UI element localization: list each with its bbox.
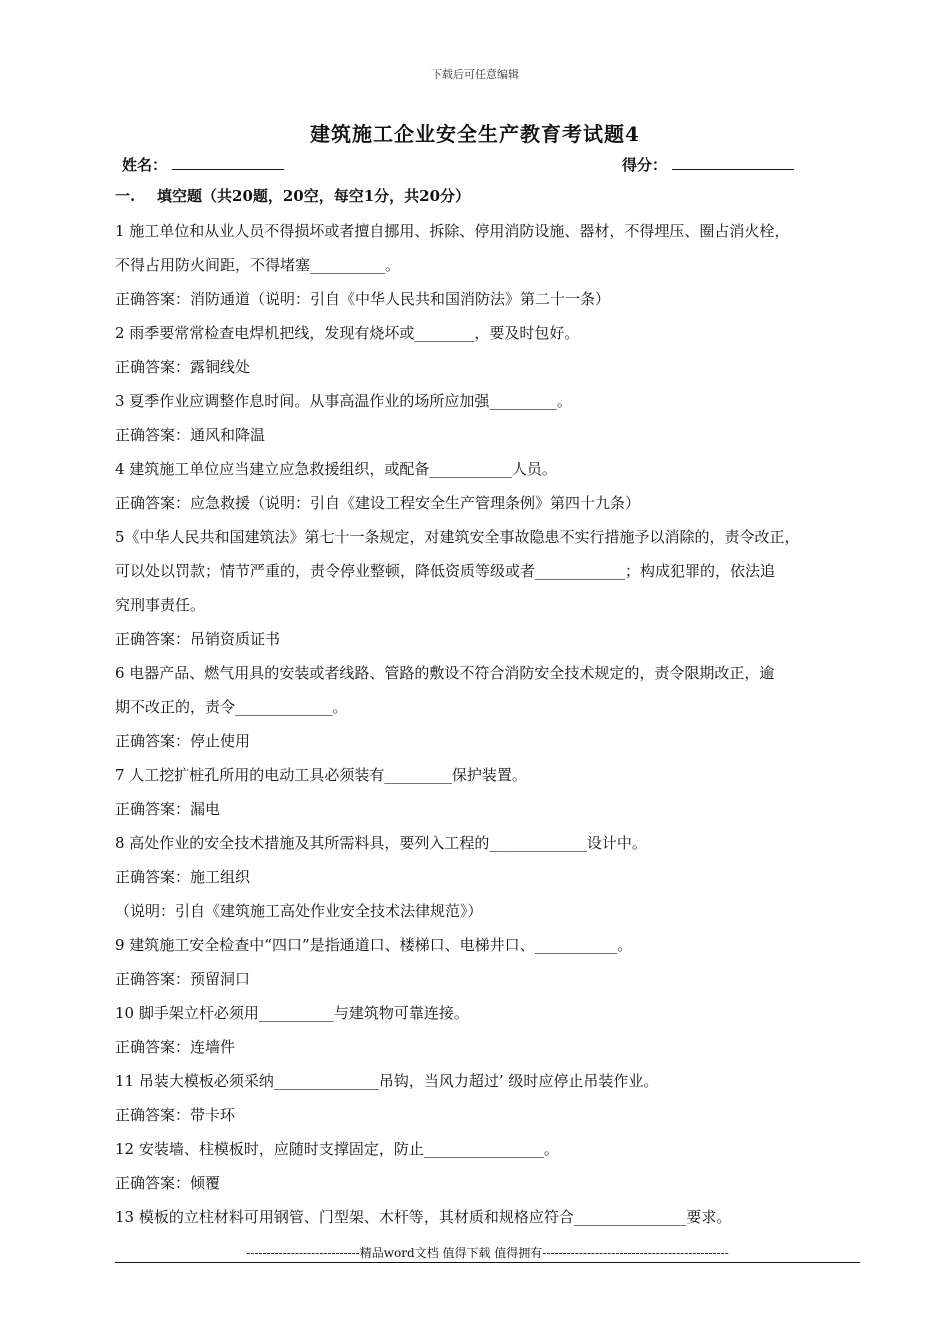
note-line: （说明：引自《建筑施工高处作业安全技术法律规范》） [115, 902, 483, 920]
score-field [622, 154, 794, 175]
answer-line: 正确答案：吊销资质证书 [115, 630, 281, 648]
score-label: 得分： [622, 156, 668, 174]
exam-fields [122, 154, 822, 178]
footer-rule [115, 1262, 860, 1263]
page-header-note: 下载后可任意编辑 [431, 68, 519, 81]
text-line: 7 人工挖扩桩孔所用的电动工具必须装有_________保护装置。 [115, 766, 527, 784]
text-line: 12 安装墙、柱模板时，应随时支撑固定，防止________________。 [115, 1140, 559, 1158]
answer-line: 正确答案：应急救援（说明：引自《建设工程安全生产管理条例》第四十九条） [115, 494, 641, 512]
answer-line: 正确答案：漏电 [115, 800, 221, 818]
text-line: 2 雨季要常常检查电焊机把线，发现有烧坏或________，要及时包好。 [115, 324, 580, 342]
exam-title: 建筑施工企业安全生产教育考试题4 [310, 122, 640, 146]
text-line: 5《中华人民共和国建筑法》第七十一条规定，对建筑安全事故隐患不实行措施予以消除的，责令改正， [115, 528, 800, 546]
text-line: 4 建筑施工单位应当建立应急救援组织，或配备___________人员。 [115, 460, 557, 478]
text-line: 10 脚手架立杆必须用__________与建筑物可靠连接。 [115, 1004, 469, 1022]
answer-line: 正确答案：施工组织 [115, 868, 251, 886]
text-line: 11 吊装大模板必须采纳______________吊钩，当风力超过’ 级时应停止吊装作业。 [115, 1072, 659, 1090]
text-line: 13 模板的立柱材料可用钢管、门型架、木杆等，其材质和规格应符合_______________要求。 [115, 1208, 732, 1226]
text-line: 期不改正的，责令_____________。 [115, 698, 348, 716]
text-line: 究刑事责任。 [115, 596, 206, 614]
answer-line: 正确答案：停止使用 [115, 732, 251, 750]
question-list [115, 214, 875, 1234]
answer-line: 正确答案：露铜线处 [115, 358, 251, 376]
answer-line: 正确答案：连墙件 [115, 1038, 236, 1056]
answer-line: 正确答案：带卡环 [115, 1106, 236, 1124]
section-number: 一. [115, 187, 136, 205]
answer-line: 正确答案：预留洞口 [115, 970, 251, 988]
text-line: 9 建筑施工安全检查中“四口”是指通道口、楼梯口、电梯井口、___________。 [115, 936, 633, 954]
name-field [122, 154, 284, 175]
text-line: 6 电器产品、燃气用具的安装或者线路、管路的敷设不符合消防安全技术规定的，责令限期改正，逾 [115, 664, 775, 682]
page-footer: ----------------------------精品word文档 值得下载 值得拥有---------------------------------------------- [246, 1246, 729, 1260]
text-line: 8 高处作业的安全技术措施及其所需料具，要列入工程的_____________设计中。 [115, 834, 647, 852]
text-line: 1 施工单位和从业人员不得损坏或者擅自挪用、拆除、停用消防设施、器材，不得埋压、圈占消火栓， [115, 222, 790, 240]
section-heading [115, 185, 470, 206]
name-label: 姓名： [122, 156, 168, 174]
text-line: 不得占用防火间距，不得堵塞__________。 [115, 256, 401, 274]
text-line: 3 夏季作业应调整作息时间。从事高温作业的场所应加强_________。 [115, 392, 572, 410]
name-blank-line [172, 155, 284, 170]
answer-line: 正确答案：通风和降温 [115, 426, 266, 444]
text-line: 可以处以罚款；情节严重的，责令停业整顿，降低资质等级或者____________；构成犯罪的，依法追 [115, 562, 776, 580]
answer-line: 正确答案：倾覆 [115, 1174, 221, 1192]
score-blank-line [672, 155, 794, 170]
answer-line: 正确答案：消防通道（说明：引自《中华人民共和国消防法》第二十一条） [115, 290, 611, 308]
section-title: 填空题（共20题，20空，每空1分，共20分） [157, 187, 471, 205]
